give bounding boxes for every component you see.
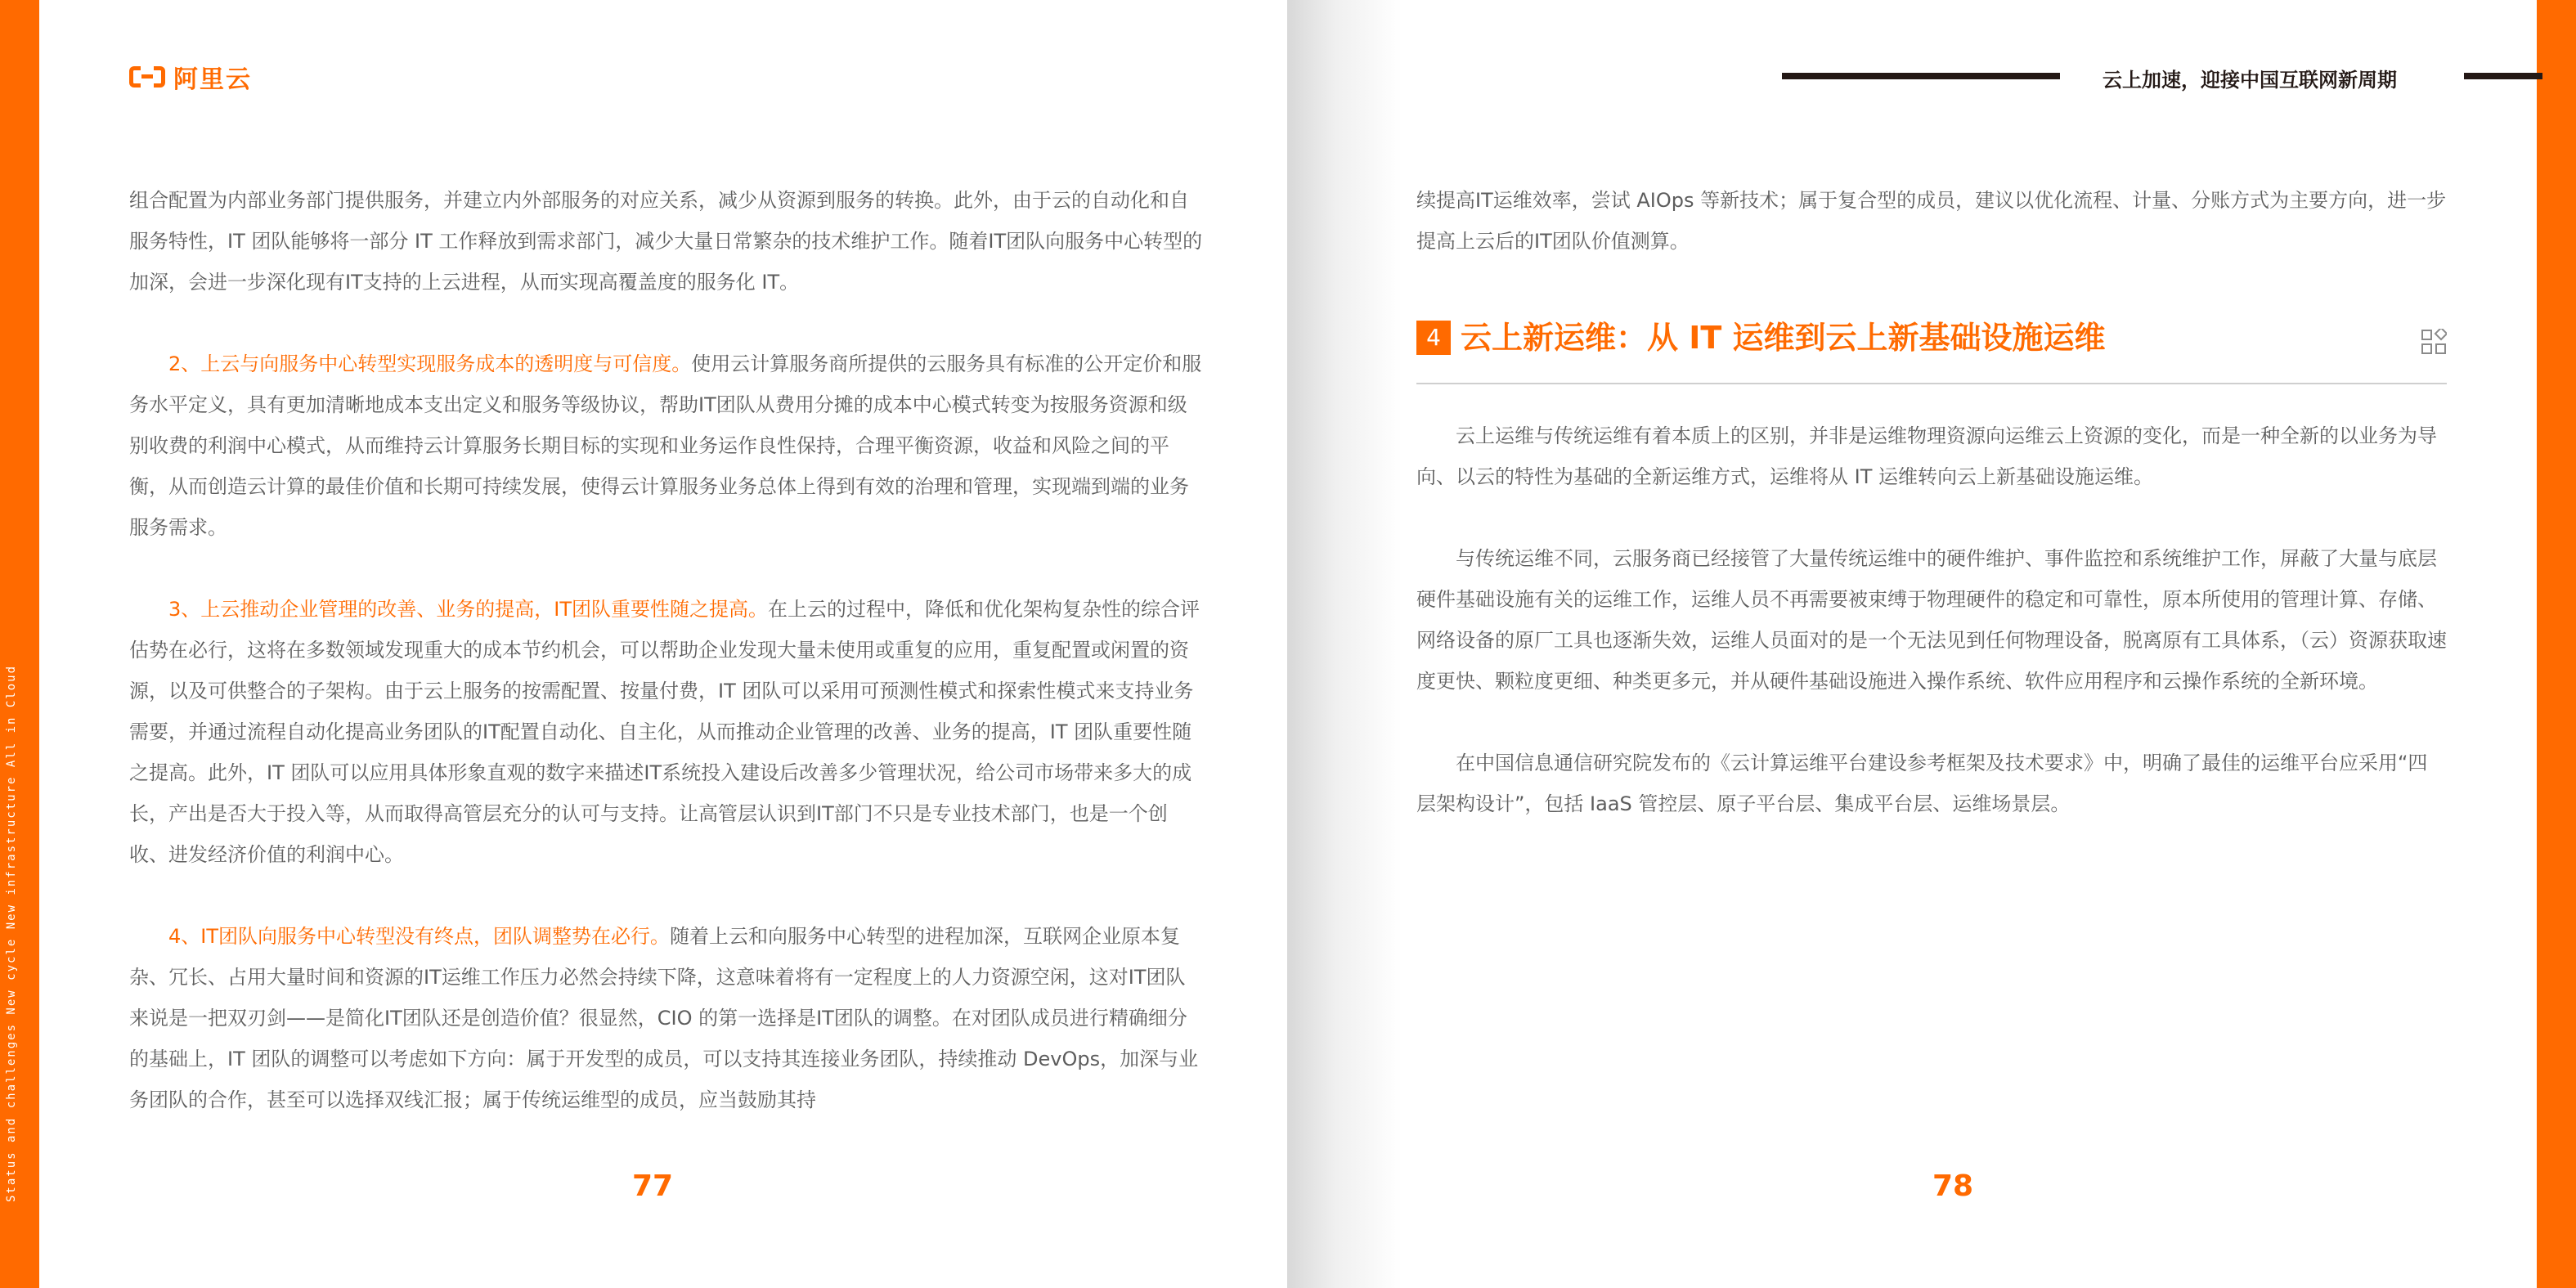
aliyun-logo: [129, 59, 252, 95]
header-rule: [1782, 73, 2060, 79]
section-title: 云上新运维：从 IT 运维到云上新基础设施运维: [1461, 320, 2106, 356]
paragraph: [129, 343, 1204, 548]
paragraph-lead: 3、上云推动企业管理的改善、业务的提高，IT团队重要性随之提高。: [168, 598, 769, 621]
paragraph-body: 随着上云和向服务中心转型的进程加深，互联网企业原本复杂、冗长、占用大量时间和资源的IT运维工作压力必然会持续下降，这意味着将有一定程度上的人力资源空闲，这对IT团队来说是一把双刃剑——是简化IT团队还是创造价值？很显然，CIO 的第一选择是IT团队的调整。在对团队成员进行精确细分的基础上，IT 团队的调整可以考虑如下方向：属于开发型的成员，可以支持其连接业务团队，持续推动 DevOps，加深与业务团队的合作，甚至可以选择双线汇报；属于传统运维型的成员，应当鼓励其持: [129, 925, 1199, 1111]
left-page-body: [129, 180, 1204, 1161]
page-number: 78: [1932, 1169, 1974, 1203]
paragraph: 与传统运维不同，云服务商已经接管了大量传统运维中的硬件维护、事件监控和系统维护工作，屏蔽了大量与底层硬件基础设施有关的运维工作，运维人员不再需要被束缚于物理硬件的稳定和可靠性，原本所使用的管理计算、存储、网络设备的原厂工具也逐渐失效，运维人员面对的是一个无法见到任何物理设备，脱离原有工具体系，（云）资源获取速度更快、颗粒度更细、种类更多元，并从硬件基础设施进入操作系统、软件应用程序和云操作系统的全新环境。: [1416, 547, 2447, 693]
section-number: 4: [1416, 321, 1451, 355]
header-title: 云上加速，迎接中国互联网新周期: [2103, 69, 2397, 92]
running-header: [1782, 59, 2485, 92]
logo-text: 阿里云: [173, 65, 252, 94]
paragraph: [129, 589, 1204, 875]
paragraph: 续提高IT运维效率，尝试 AIOps 等新技术；属于复合型的成员，建议以优化流程、计量、分账方式为主要方向，进一步提高上云后的IT团队价值测算。: [1416, 189, 2447, 253]
right-orange-edge: [2537, 0, 2576, 1288]
qr-code-icon: [2421, 329, 2447, 355]
section-heading: [1416, 317, 2447, 384]
left-orange-edge: [0, 0, 39, 1288]
paragraph: 组合配置为内部业务部门提供服务，并建立内外部服务的对应关系，减少从资源到服务的转换。此外，由于云的自动化和自服务特性，IT 团队能够将一部分 IT 工作释放到需求部门，减少大量日常繁杂的技术维护工作。随着IT团队向服务中心转型的加深，会进一步深化现有IT支持的上云进程，从而实现高覆盖度的服务化 IT。: [129, 189, 1203, 294]
paragraph-body: 在上云的过程中，降低和优化架构复杂性的综合评估势在必行，这将在多数领域发现重大的成本节约机会，可以帮助企业发现大量未使用或重复的应用，重复配置或闲置的资源，以及可供整合的子架构。由于云上服务的按需配置、按量付费，IT 团队可以采用可预测性模式和探索性模式来支持业务需要，并通过流程自动化提高业务团队的IT配置自动化、自主化，从而推动企业管理的改善、业务的提高，IT 团队重要性随之提高。此外，IT 团队可以应用具体形象直观的数字来描述IT系统投入建设后改善多少管理状况，给公司市场带来多大的成长，产出是否大于投入等，从而取得高管层充分的认可与支持。让高管层认识到IT部门不只是专业技术部门，也是一个创收、进发经济价值的利润中心。: [129, 598, 1200, 866]
paragraph: 云上运维与传统运维有着本质上的区别，并非是运维物理资源向运维云上资源的变化，而是一种全新的以业务为导向、以云的特性为基础的全新运维方式，运维将从 IT 运维转向云上新基础设施运维。: [1416, 424, 2437, 488]
paragraph-body: 使用云计算服务商所提供的云服务具有标准的公开定价和服务水平定义，具有更加清晰地成本支出定义和服务等级协议，帮助IT团队从费用分摊的成本中心模式转变为按服务资源和级别收费的利润中心模式，从而维持云计算服务长期目标的实现和业务运作良性保持，合理平衡资源，收益和风险之间的平衡，从而创造云计算的最佳价值和长期可持续发展，使得云计算服务业务总体上得到有效的治理和管理，实现端到端的业务服务需求。: [129, 352, 1202, 539]
right-page: [1287, 0, 2537, 1288]
right-page-body: [1416, 415, 2447, 865]
header-rule: [2464, 73, 2542, 79]
paragraph-lead: 2、上云与向服务中心转型实现服务成本的透明度与可信度。: [168, 352, 692, 375]
right-page-body-top: [1416, 180, 2447, 303]
left-page: [39, 0, 1287, 1288]
paragraph: 在中国信息通信研究院发布的《云计算运维平台建设参考框架及技术要求》中，明确了最佳的运维平台应采用“四层架构设计”，包括 IaaS 管控层、原子平台层、集成平台层、运维场景层。: [1416, 752, 2428, 815]
paragraph-lead: 4、IT团队向服务中心转型没有终点，团队调整势在必行。: [168, 925, 671, 948]
side-caption: Status and challenges New cycle New infrastructure All in Cloud: [5, 664, 18, 1202]
paragraph: [129, 916, 1204, 1120]
page-number: 77: [631, 1169, 674, 1203]
aliyun-logo-icon: [129, 66, 165, 88]
